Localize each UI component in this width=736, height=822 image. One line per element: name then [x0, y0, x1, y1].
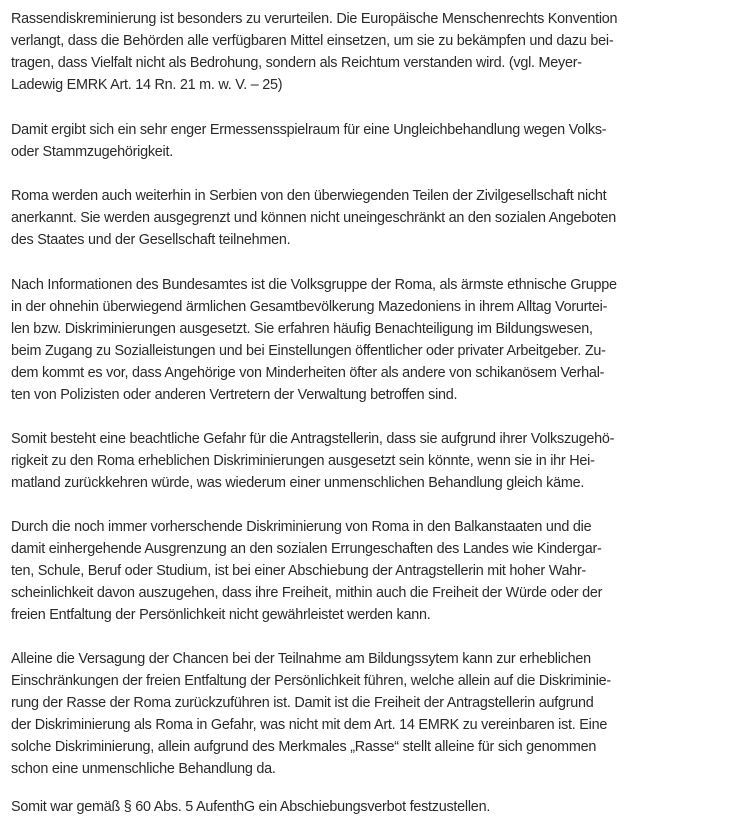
- text-line: oder Stammzugehörigkeit.: [11, 144, 173, 160]
- text-line: Somit war gemäß § 60 Abs. 5 AufenthG ein Abschiebungsverbot festzustellen.: [11, 799, 491, 815]
- paragraph-bildungssystem: [11, 648, 726, 780]
- text-line: Ladewig EMRK Art. 14 Rn. 21 m. w. V. – 25): [11, 77, 283, 93]
- text-line: Einschränkungen der freien Entfaltung der Persönlichkeit führen, welche allein auf die Diskriminie-: [11, 673, 611, 689]
- text-line: Rassendiskreminierung ist besonders zu verurteilen. Die Europäische Menschenrechts Konvention: [11, 11, 618, 27]
- text-line: scheinlichkeit davon auszugehen, dass ihre Freiheit, mithin auch die Freiheit der Würde oder der: [11, 585, 603, 601]
- text-line: der Diskriminierung als Roma in Gefahr, was nicht mit dem Art. 14 EMRK zu vereinbaren ist. Eine: [11, 717, 608, 733]
- text-line: Alleine die Versagung der Chancen bei der Teilnahme am Bildungssytem kann zur erheblichen: [11, 651, 591, 667]
- text-line: len bzw. Diskriminierungen ausgesetzt. Sie erfahren häufig Benachteiligung im Bildungswesen,: [11, 321, 593, 337]
- text-line: tragen, dass Vielfalt nicht als Bedrohung, sondern als Reichtum verstanden wird. (vgl. Meyer-: [11, 55, 582, 71]
- paragraph-ermessensspielraum: [11, 119, 726, 163]
- paragraph-rassendiskriminierung: [11, 8, 726, 96]
- paragraph-abschiebungsverbot: [11, 796, 726, 818]
- text-line: matland zurückkehren würde, was wiederum einer unmenschlichen Behandlung gleich käme.: [11, 475, 585, 491]
- text-line: ten von Polizisten oder anderen Vertretern der Verwaltung betroffen sind.: [11, 387, 458, 403]
- text-line: Durch die noch immer vorherschende Diskriminierung von Roma in den Balkanstaaten und die: [11, 519, 592, 535]
- text-line: verlangt, dass die Behörden alle verfügbaren Mittel einsetzen, um sie zu bekämpfen und dazu bei-: [11, 33, 614, 49]
- paragraph-balkanstaaten: [11, 516, 726, 626]
- paragraph-roma-serbien: [11, 185, 726, 251]
- text-line: rung der Rasse der Roma zurückzuführen ist. Damit ist die Freiheit der Antragstellerin aufgrund: [11, 695, 594, 711]
- text-line: Roma werden auch weiterhin in Serbien von den überwiegenden Teilen der Zivilgesellschaft nicht: [11, 188, 607, 204]
- text-line: des Staates und der Gesellschaft teilnehmen.: [11, 232, 291, 248]
- text-line: beim Zugang zu Sozialleistungen und bei Einstellungen öffentlicher oder privater Arbeitgeber. Zu-: [11, 343, 606, 359]
- text-line: schon eine unmenschliche Behandlung da.: [11, 761, 276, 777]
- paragraph-gefahr-antragstellerin: [11, 428, 726, 494]
- text-line: ten, Schule, Beruf oder Studium, ist bei einer Abschiebung der Antragstellerin mit hoher Wahr-: [11, 563, 587, 579]
- text-line: damit einhergehende Ausgrenzung an den sozialen Errungeschaften des Landes wie Kindergar-: [11, 541, 602, 557]
- text-line: Nach Informationen des Bundesamtes ist die Volksgruppe der Roma, als ärmste ethnische Gruppe: [11, 277, 617, 293]
- text-line: solche Diskriminierung, allein aufgrund des Merkmales „Rasse“ stellt alleine für sich genommen: [11, 739, 597, 755]
- paragraph-bundesamt-informationen: [11, 274, 726, 406]
- text-line: rigkeit zu den Roma erheblichen Diskriminierungen ausgesetzt sein könnte, wenn sie in ihr Hei-: [11, 453, 595, 469]
- text-line: in der ohnehin überwiegend ärmlichen Gesamtbevölkerung Mazedoniens in ihrem Alltag Vorurtei-: [11, 299, 608, 315]
- text-line: anerkannt. Sie werden ausgegrenzt und können nicht uneingeschränkt an den sozialen Angeboten: [11, 210, 617, 226]
- text-line: dem kommt es vor, dass Angehörige von Minderheiten öfter als andere von schikanösem Verhal-: [11, 365, 605, 381]
- text-line: freien Entfaltung der Persönlichkeit nicht gewährleistet werden kann.: [11, 607, 431, 623]
- text-line: Somit besteht eine beachtliche Gefahr für die Antragstellerin, dass sie aufgrund ihrer Volkszugehö-: [11, 431, 615, 447]
- text-line: Damit ergibt sich ein sehr enger Ermessensspielraum für eine Ungleichbehandlung wegen Volks-: [11, 122, 607, 138]
